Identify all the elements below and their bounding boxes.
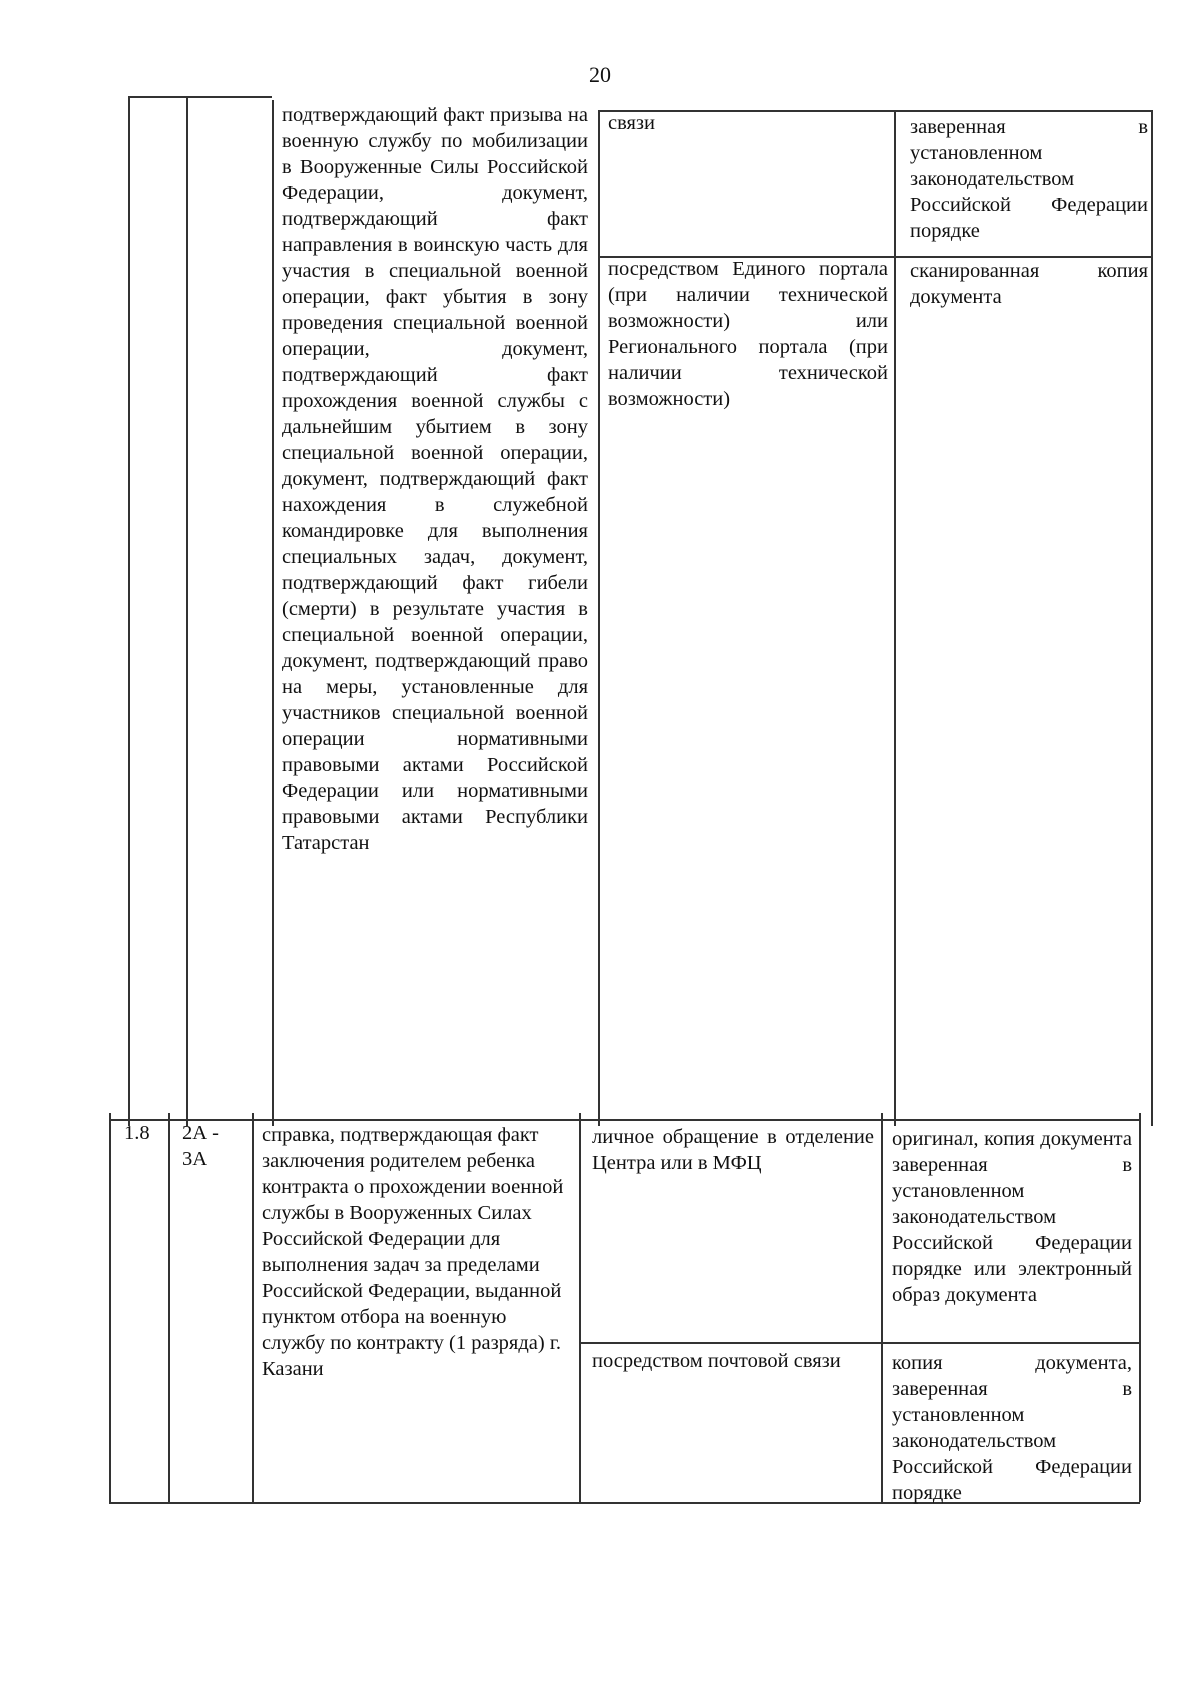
row1-form-cell: заверенная в установленном законодательством Российской Федерации порядке [910,116,1148,242]
table-border [168,1113,170,1502]
table-border [128,96,272,98]
table-border [109,1113,111,1502]
row1-form-cell: сканированная копия документа [910,260,1148,308]
row-number: 1.8 [124,1122,150,1144]
row1-method-cell: связи [608,112,656,134]
row1-method-cell: посредством Единого портала (при наличии технической возможности) или Регионального портала (при наличии технической возможности) [608,258,888,410]
table-border [186,96,188,1126]
row2-form-cell: копия документа, заверенная в установленном законодательством Российской Федерации порядке [892,1352,1132,1504]
page-number: 20 [589,62,611,87]
table-border [1151,110,1153,1126]
table-border [881,1113,883,1502]
table-border [272,100,274,1126]
table-border [579,1113,581,1502]
table-border [598,110,600,1126]
table-border [894,110,896,1126]
row-code: 2А - 3А [182,1122,220,1170]
table-border [579,1342,1140,1344]
table-border [252,1113,254,1502]
table-border [109,1119,1140,1121]
table-border [1139,1113,1141,1502]
row1-document-cell: подтверждающий факт призыва на военную службу по мобилизации в Вооруженные Силы Российской Федерации, документ, подтверждающий факт направления в воинскую часть для участия в специальной военной операции, факт убытия в зону проведения специальной военной операции, документ, подтверждающий факт прохождения военной службы с дальнейшим убытием в зону специальной военной операции, документ, подтверждающий факт нахождения в служебной командировке для выполнения специальных задач, документ, подтверждающий факт гибели (смерти) в результате участия в специальной военной операции, документ, подтверждающий право на меры, установленные для участников специальной военной операции нормативными правовыми актами Российской Федерации или нормативными правовыми актами Республики Татарстан [282,104,588,854]
row2-method-cell: личное обращение в отделение Центра или в МФЦ [592,1126,874,1174]
row2-document-cell: справка, подтверждающая факт заключения родителем ребенка контракта о прохождении военной службы в Вооруженных Силах Российской Федерации для выполнения задач за пределами Российской Федерации, выданной пунктом отбора на военную службу по контракту (1 разряда) г. Казани [262,1124,564,1380]
table-border [128,96,130,1126]
row2-method-cell: посредством почтовой связи [592,1350,841,1372]
row2-form-cell: оригинал, копия документа заверенная в установленном законодательством Российской Федерации порядке или электронный образ документа [892,1128,1132,1306]
